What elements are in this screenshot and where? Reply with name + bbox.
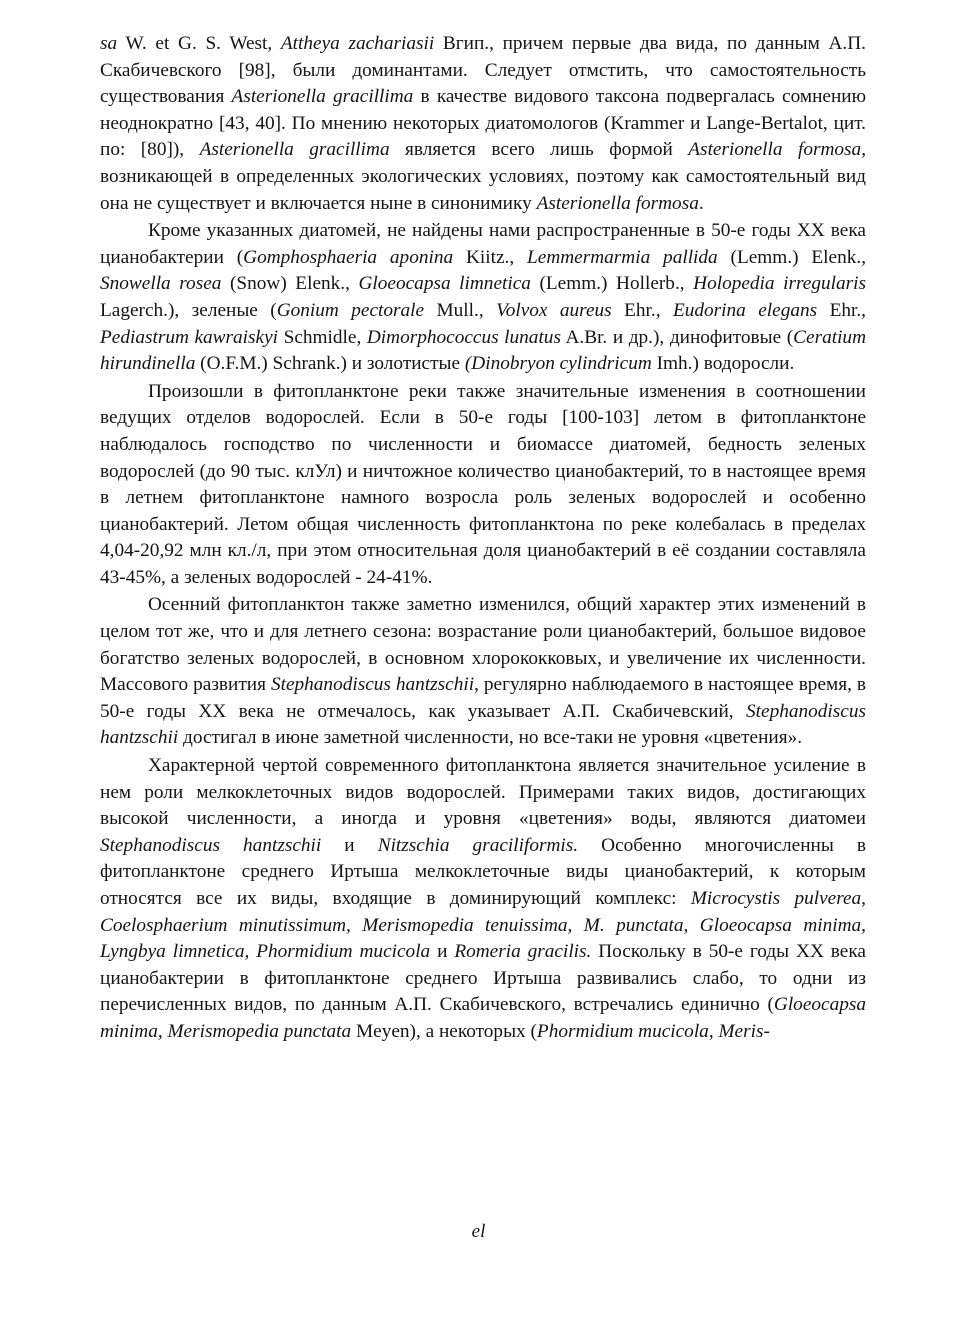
italic-text: Pediastrum kawraiskyi	[100, 326, 279, 348]
text-run: и	[321, 834, 378, 856]
italic-text: (Dinobryon cylindricum	[464, 353, 652, 375]
paragraph	[100, 753, 866, 1046]
italic-text: Lyngbya limnetica, Phormidium mucicola	[100, 941, 431, 963]
italic-text: Gloeocapsa minima, Merismopedia punctata	[100, 994, 866, 1042]
italic-text: Meris-	[718, 1020, 770, 1042]
italic-text: Nitzschia graciliformis.	[377, 834, 579, 856]
document-page	[100, 31, 866, 1046]
text-run: (O.F.M.) Schrank.) и золотистые	[195, 353, 465, 375]
text-run: Lagerch.), зеленые (	[100, 299, 277, 321]
text-run: .	[698, 192, 704, 214]
body-text	[100, 31, 866, 1046]
italic-text: Gomphosphaeria aponina	[243, 246, 454, 268]
text-run: Ehr.,	[817, 299, 866, 321]
text-run: является всего лишь формой	[389, 139, 689, 161]
text-run: (Lemm.) Elenk.,	[717, 246, 867, 268]
text-run: Ehr.,	[611, 299, 673, 321]
page-number: el	[471, 1221, 486, 1242]
text-run: (Lemm.) Hollerb.,	[530, 273, 694, 295]
text-run: Kiitz.,	[453, 246, 528, 268]
italic-text: Eudorina elegans	[672, 299, 818, 321]
text-run: , регулярно наблюдаемого в настоящее время, в 50-е годы XX века не отмечалось, как указывает А.П. Скабичевский,	[100, 674, 866, 722]
italic-text: Asterionella gracillima	[231, 86, 414, 108]
text-run: Вгип., причем первые два вида, по данным А.П. Скабичевского [98], были доминантами. Следует отмстить, что самостоятельность существования	[100, 33, 866, 108]
paragraph	[100, 592, 866, 752]
italic-text: Gloeocapsa limnetica	[358, 273, 531, 295]
text-run: Осенний фитопланктон также заметно изменился, общий характер этих изменений в целом тот же, что и для летнего сезона: возрастание роли цианобактерий, большое видовое богатство зеленых водорослей, в основном хлорококковых, и увеличение их численности. Массового развития	[100, 594, 866, 696]
italic-text: sa	[100, 33, 118, 54]
italic-text: Stephanodiscus hantzschii	[100, 834, 322, 856]
italic-text: Stephanodiscus hantzschii	[270, 674, 475, 696]
text-run: Schmidle,	[278, 326, 367, 348]
italic-text: Ceratium hirundinella	[100, 326, 866, 375]
italic-text: Snowella rosea	[100, 273, 222, 295]
text-run: A.Br. и др.), динофитовые (	[560, 326, 794, 348]
text-run: и	[430, 941, 455, 963]
italic-text: Lemmermarmia pallida	[527, 246, 718, 268]
italic-text: Attheya zachariasii	[280, 33, 435, 54]
text-run: Произошли в фитопланктоне реки также значительные изменения в соотношении ведущих отделов водорослей. Если в 50-е годы [100-103] летом в фитопланктоне наблюдалось господство по численности и биомассе диатомей, бедность зеленых водорослей (до 90 тыс. клУл) и ничтожное количество цианобактерий, то в настоящее время в летнем фитопланктоне намного возросла роль зеленых водорослей и особенно цианобактерий. Летом общая численность фитопланктона по реке колебалась в пределах 4,04-20,92 млн кл./л, при этом относительная доля цианобактерий в её создании составляла 43-45%, а зеленых водорослей - 24-41%.	[100, 380, 866, 588]
italic-text: Volvox aureus	[496, 299, 612, 321]
text-run: достигал в июне заметной численности, но все-таки не уровня «цветения».	[178, 727, 803, 749]
text-run: Imh.) водоросли.	[651, 353, 795, 375]
text-run: (Snow) Elenk.,	[221, 273, 359, 295]
text-run: Mull.,	[424, 299, 497, 321]
text-run: Кроме указанных диатомей, не найдены нами распространенные в 50-е годы XX века цианобактерии (	[100, 220, 866, 268]
italic-text: Stephanodiscus hantzschii	[100, 700, 866, 749]
italic-text: Romeria gracilis.	[454, 941, 592, 963]
italic-text: Holopedia irregularis	[693, 273, 866, 295]
text-run: Особенно многочисленны в фитопланктоне среднего Иртыша мелкоклеточные виды цианобактерий, к которым относятся все их виды, входящие в доминирующий комплекс:	[100, 834, 866, 909]
italic-text: Asterionella gracillima	[199, 139, 390, 161]
italic-text: Phormidium mucicola	[536, 1020, 709, 1042]
italic-text: Asterionella formosa	[688, 139, 862, 161]
text-run: Поскольку в 50-е годы XX века цианобактерии в фитопланктоне среднего Иртыша развивались слабо, то одни из перечисленных видов, по данным А.П. Скабичевского, встречались единично (	[100, 941, 866, 1016]
italic-text: Microcystis pulverea, Coelosphaerium minutissimum, Merismopedia tenuissima, M. punctata, Gloeocapsa minima	[100, 888, 867, 936]
paragraph	[100, 379, 866, 592]
text-run: ,	[708, 1020, 719, 1042]
paragraph	[100, 218, 866, 378]
text-run: W. et G. S. West,	[117, 33, 281, 54]
text-run: Meyen), а некоторых (	[351, 1020, 537, 1042]
paragraph	[100, 31, 866, 217]
text-run: , возникающей в определенных экологических условиях, поэтому как самостоятельный вид она не существует и включается ныне в синонимику	[100, 139, 867, 214]
text-run: ,	[861, 914, 866, 936]
italic-text: Dimorphococcus lunatus	[366, 326, 561, 348]
italic-text: Gonium pectorale	[276, 299, 425, 321]
text-run: в качестве видового таксона подвергалась сомнению неоднократно [43, 40]. По мнению некоторых диатомологов (Krammer и Lange-Bertalot, цит. по: [80]),	[100, 86, 866, 161]
italic-text: Asterionella formosa	[536, 192, 699, 214]
text-run: Характерной чертой современного фитопланктона является значительное усиление в нем роли мелкоклеточных видов водорослей. Примерами таких видов, достигающих высокой численности, а иногда и уровня «цветения» воды, являются диатомеи	[100, 755, 866, 830]
